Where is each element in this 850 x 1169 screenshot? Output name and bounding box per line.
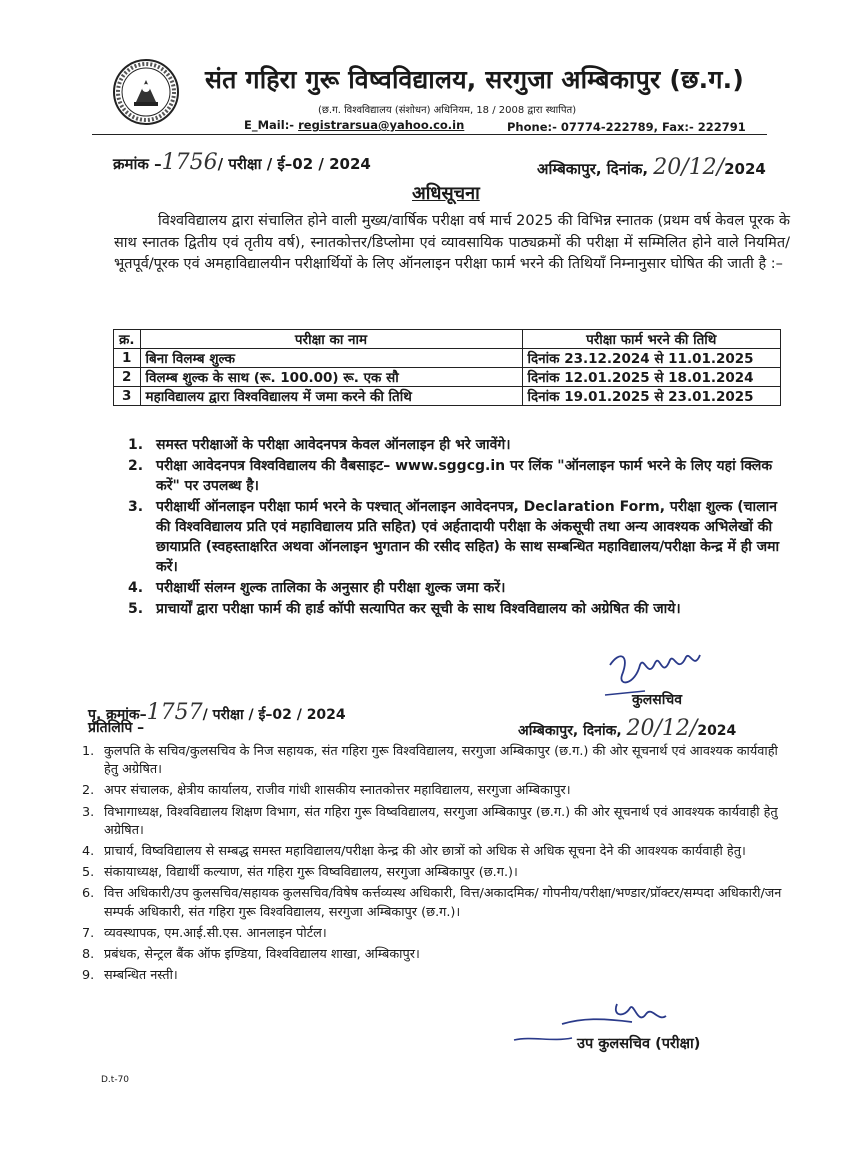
list-item: 5. संकायाध्यक्ष, विद्यार्थी कल्याण, संत गहिरा गुरू विष्वविद्यालय, सरगुजा अम्बिकापुर (छ.ग.)। [82, 865, 518, 881]
copy-issue-date [518, 716, 736, 741]
copy-kramank-prefix: पृ. क्रमांक– [88, 707, 147, 723]
issue-date [537, 155, 766, 180]
intro-paragraph: विश्वविद्यालय द्वारा संचालित होने वाली मुख्य/वार्षिक परीक्षा वर्ष मार्च 2025 की विभिन्न स्नातक (प्रथम वर्ष केवल पूरक के साथ स्नातक द्वितीय एवं तृतीय वर्ष), स्नातकोत्तर/डिप्लोमा एवं व्यावसायिक पाठ्यक्रमों की परीक्षा में सम्मिलित होने वाले नियमित/भूतपूर्व/पूरक एवं अमहाविद्यालयीन परीक्षार्थियों के लिए ऑनलाइन परीक्षा फार्म भरने की तिथियाँ निम्नानुसार घोषित की जाती है :– [114, 213, 790, 272]
list-item: 9. सम्बन्धित नस्ती। [82, 968, 178, 984]
email-label: E_Mail:- [244, 118, 295, 132]
email-address: registrarsua@yahoo.co.in [298, 118, 465, 132]
copy-kramank-suffix: / परीक्षा / ई–02 / 2024 [202, 707, 346, 723]
copy-to-label: प्रतिलिपि – [88, 720, 145, 736]
registrar-title: कुलसचिव [632, 692, 683, 708]
phone-line: Phone:- 07774-222789, Fax:- 222791 [507, 120, 746, 134]
row-sn: 1 [114, 349, 141, 368]
row-sn: 2 [114, 368, 141, 387]
email-line [244, 118, 464, 132]
copy-place-date-prefix: अम्बिकापुर, दिनांक, [518, 723, 622, 739]
reference-number [113, 150, 371, 175]
list-item: 2. अपर संचालक, क्षेत्रीय कार्यालय, राजीव गांधी शासकीय स्नातकोत्तर महाविद्यालय, सरगुजा अम्बिकापुर। [82, 783, 571, 799]
place-date-prefix: अम्बिकापुर, दिनांक, [537, 160, 649, 178]
list-item: 3. परीक्षार्थी ऑनलाइन परीक्षा फार्म भरने के पश्चात् ऑनलाइन आवेदनपत्र, Declaration Form, परीक्षा शुल्क (चालान की विश्वविद्यालय प्रति एवं महाविद्यालय प्रति सहित) एवं अर्हतादायी परीक्षा के अंकसूची तथा अन्य आवश्यक अभिलेखों की छायाप्रति (स्वहस्ताक्षरित अथवा ऑनलाइन भुगतान की रसीद सहित) के साथ सम्बन्धित महाविद्यालय/परीक्षा केन्द्र में ही जमा करें। [128, 499, 780, 575]
notification-heading: अधिसूचना [412, 183, 480, 204]
handwritten-date: 20/12/ [653, 155, 725, 180]
list-item: 5. प्राचार्यों द्वारा परीक्षा फार्म की हार्ड कॉपी सत्यापित कर सूची के साथ विश्वविद्यालय को अग्रेषित की जाये। [128, 601, 681, 617]
row-exam-name: बिना विलम्ब शुल्क [140, 349, 522, 368]
col-header-exam-name: परीक्षा का नाम [140, 330, 522, 349]
row-dates: दिनांक 12.01.2025 से 18.01.2024 [522, 368, 781, 387]
col-header-sn: क्र. [114, 330, 141, 349]
list-item: 1. कुलपति के सचिव/कुलसचिव के निज सहायक, संत गहिरा गुरू विश्वविद्यालय, सरगुजा अम्बिकापुर (छ.ग.) की ओर सूचनार्थ एवं आवश्यक कार्यवाही हेतु अग्रेषित। [82, 744, 778, 778]
row-exam-name: विलम्ब शुल्क के साथ (रू. 100.00) रू. एक सौ [140, 368, 522, 387]
list-item: 8. प्रबंधक, सेन्ट्रल बैंक ऑफ इण्डिया, विश्वविद्यालय शाखा, अम्बिकापुर। [82, 947, 420, 963]
kramank-suffix: / परीक्षा / ई–02 / 2024 [217, 155, 371, 173]
kramank-prefix: क्रमांक – [113, 155, 162, 173]
date-year: 2024 [724, 160, 766, 178]
row-dates: दिनांक 19.01.2025 से 23.01.2025 [522, 387, 781, 406]
schedule-table [113, 329, 781, 406]
list-item: 3. विभागाध्यक्ष, विश्वविद्यालय शिक्षण विभाग, संत गहिरा गुरू विष्वविद्यालय, सरगुजा अम्बिकापुर (छ.ग.) की ओर सूचनार्थ एवं आवश्यक कार्यवाही हेतु अग्रेषित। [82, 804, 778, 838]
table-row [114, 387, 781, 406]
university-seal-logo [112, 58, 180, 126]
list-item: 2. परीक्षा आवेदनपत्र विश्वविद्यालय की वैबसाइट– www.sggcg.in पर लिंक "ऑनलाइन फार्म भरने के लिए यहां क्लिक करें" पर उपलब्ध है। [128, 458, 773, 494]
row-dates: दिनांक 23.12.2024 से 11.01.2025 [522, 349, 781, 368]
deputy-registrar-title: उप कुलसचिव (परीक्षा) [577, 1036, 701, 1052]
footer-code: D.t-70 [101, 1075, 130, 1085]
list-item: 1. समस्त परीक्षाओं के परीक्षा आवेदनपत्र केवल ऑनलाइन ही भरे जावेंगे। [128, 437, 511, 453]
copy-handwritten-date: 20/12/ [626, 716, 698, 741]
established-note: (छ.ग. विश्वविद्यालय (संशोधन) अधिनियम, 18 / 2008 द्वारा स्थापित) [318, 105, 577, 116]
list-item: 7. व्यवस्थापक, एम.आई.सी.एस. आनलाइन पोर्टल। [82, 925, 327, 941]
table-header-row [114, 330, 781, 349]
instructions-list [128, 435, 788, 620]
copy-recipients-list [82, 743, 782, 988]
university-name: संत गहिरा गुरू विष्वविद्यालय, सरगुजा अम्बिकापुर (छ.ग.) [205, 65, 744, 94]
copy-date-year: 2024 [697, 723, 737, 739]
list-item: 4. परीक्षार्थी संलग्न शुल्क तालिका के अनुसार ही परीक्षा शुल्क जमा करें। [128, 580, 506, 596]
header-divider [92, 134, 767, 135]
kramank-handwritten-number: 1756 [161, 150, 218, 175]
row-sn: 3 [114, 387, 141, 406]
list-item: 6. वित्त अधिकारी/उप कुलसचिव/सहायक कुलसचिव/विषेष कर्त्तव्यस्थ अधिकारी, वित्त/अकादमिक/ गोपनीय/परीक्षा/भण्डार/प्रॉक्टर/सम्पदा अधिकारी/जन सम्पर्क अधिकारी, संत गहिरा गुरू विश्वविद्यालय, सरगुजा अम्बिकापुर (छ.ग.)। [82, 886, 782, 920]
col-header-dates: परीक्षा फार्म भरने की तिथि [522, 330, 781, 349]
copy-kramank-handwritten-number: 1757 [146, 700, 203, 725]
list-item: 4. प्राचार्य, विष्वविद्यालय से सम्बद्ध समस्त महाविद्यालय/परीक्षा केन्द्र की ओर छात्रों को अधिक से अधिक सूचना देने की आवश्यक कार्यवाही हेतु। [82, 844, 746, 860]
table-row [114, 368, 781, 387]
table-row [114, 349, 781, 368]
row-exam-name: महाविद्यालय द्वारा विश्वविद्यालय में जमा करने की तिथि [140, 387, 522, 406]
